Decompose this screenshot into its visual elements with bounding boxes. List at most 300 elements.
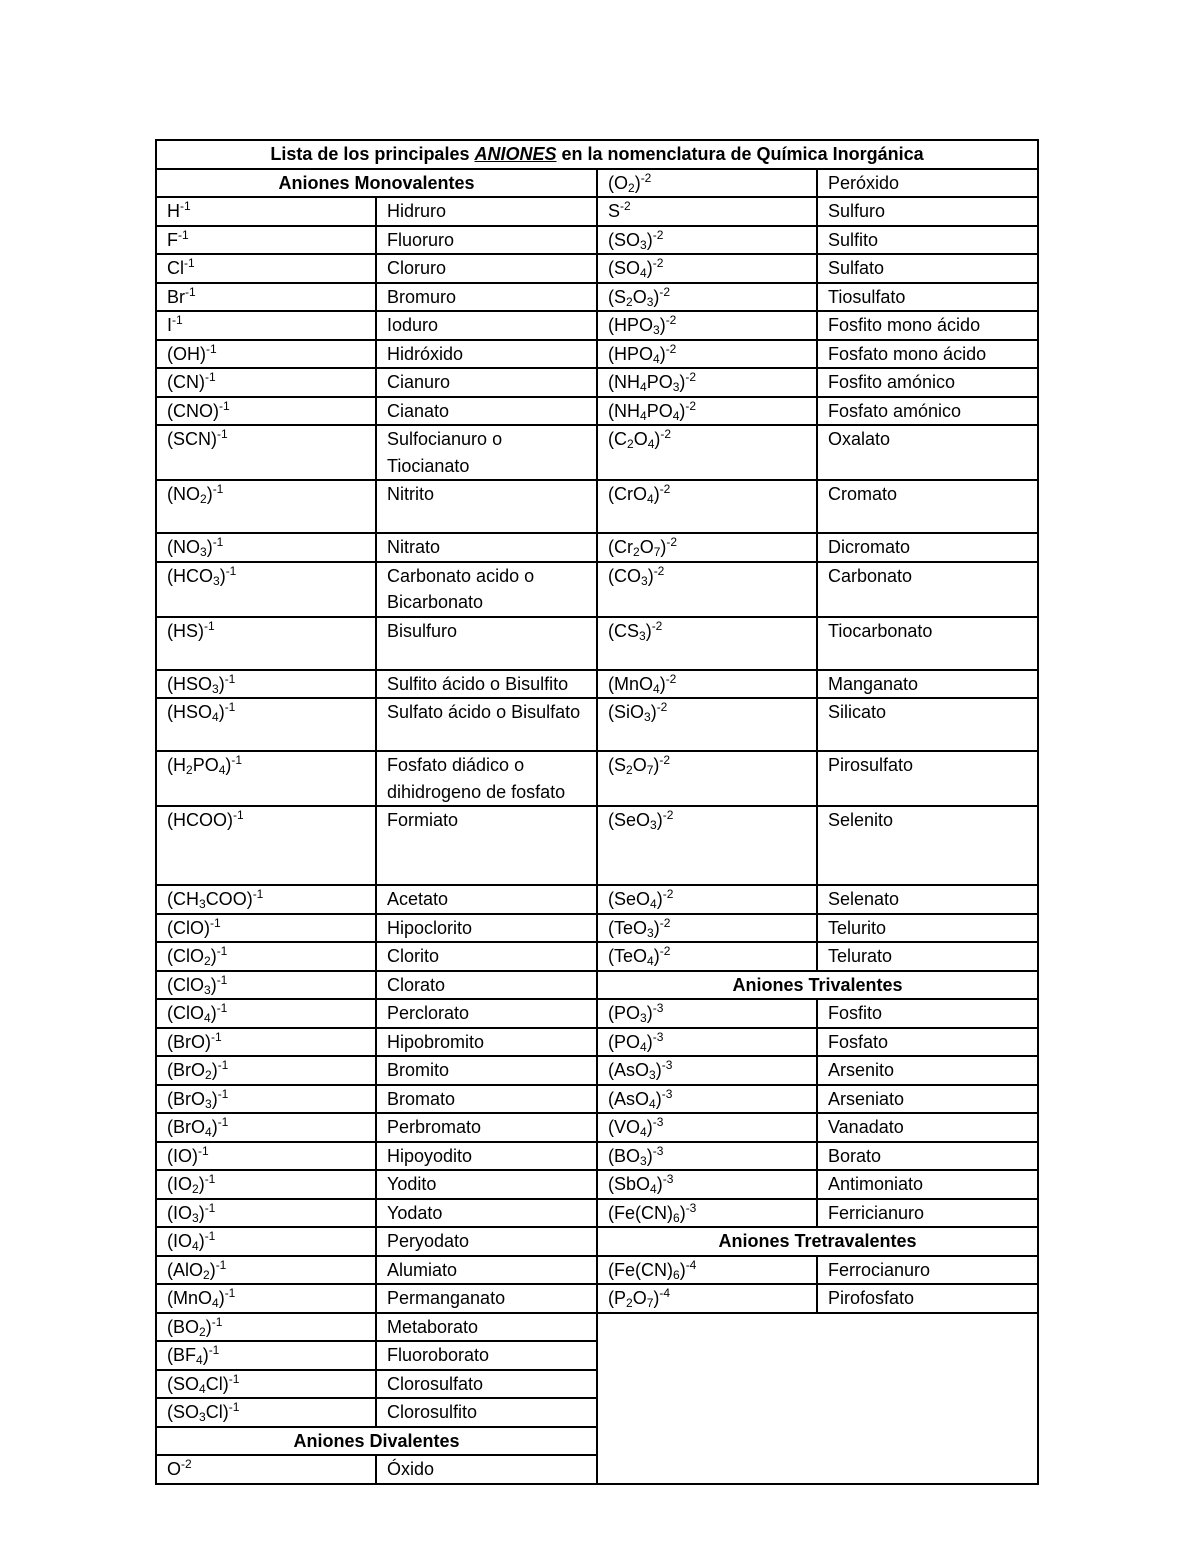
formula-text: ) xyxy=(646,1003,653,1023)
formula-subscript: 2 xyxy=(205,1068,212,1082)
formula-text: ) xyxy=(656,810,663,830)
formula-text: ) xyxy=(659,673,666,694)
formula-text: (O xyxy=(608,172,628,193)
title-text-end: en la nomenclatura de Química Inorgánica xyxy=(556,144,924,164)
table-row xyxy=(156,340,1038,369)
anion-name: Sulfocianuro o Tiocianato xyxy=(376,425,597,480)
formula-text: S xyxy=(608,201,621,221)
anion-formula xyxy=(597,999,817,1028)
formula-text: O xyxy=(167,1459,182,1479)
formula-text: ) xyxy=(210,974,217,995)
anion-name: Fosfito xyxy=(817,999,1038,1028)
formula-charge: -1 xyxy=(233,808,244,822)
formula-text: F xyxy=(167,229,178,250)
formula-text: ) xyxy=(225,755,232,775)
table-row xyxy=(156,942,1038,971)
formula-subscript: 4 xyxy=(640,1125,647,1139)
formula-text: (PO xyxy=(608,1003,641,1023)
anion-name: Fluoroborato xyxy=(376,1341,597,1370)
formula-text: (SeO xyxy=(608,810,651,830)
formula-subscript: 6 xyxy=(673,1267,680,1282)
formula-subscript: 3 xyxy=(640,1153,647,1168)
anion-name: Ferrocianuro xyxy=(817,1256,1038,1285)
table-row xyxy=(156,197,1038,226)
anion-name: Selenato xyxy=(817,885,1038,914)
empty-area xyxy=(597,1313,1038,1484)
formula-charge: -1 xyxy=(216,1001,228,1015)
formula-text: (MnO xyxy=(167,1288,212,1308)
anion-formula xyxy=(597,751,817,806)
formula-text: (Cr xyxy=(608,537,633,557)
formula-text: ) xyxy=(679,1202,686,1223)
formula-subscript: 4 xyxy=(672,408,680,423)
formula-text: (CN) xyxy=(167,372,205,392)
formula-charge: -2 xyxy=(181,1457,192,1471)
formula-text: (SO xyxy=(167,1402,200,1422)
formula-text: (PO xyxy=(608,1031,641,1052)
formula-charge: -2 xyxy=(662,808,674,822)
formula-subscript: 4 xyxy=(204,1011,211,1025)
formula-subscript: 7 xyxy=(653,545,661,559)
anion-formula xyxy=(597,1170,817,1199)
anion-name: Sulfato xyxy=(817,254,1038,283)
formula-text: (SbO xyxy=(608,1174,651,1194)
anion-formula xyxy=(597,1085,817,1114)
formula-text: Cl) xyxy=(205,1402,229,1422)
formula-subscript: 4 xyxy=(650,897,657,911)
anion-formula xyxy=(156,1370,376,1399)
table-row xyxy=(156,1056,1038,1085)
formula-text: ) xyxy=(656,889,663,909)
formula-charge: -2 xyxy=(666,535,678,549)
anion-formula xyxy=(597,562,817,617)
formula-subscript: 2 xyxy=(627,437,634,451)
anion-formula xyxy=(156,425,376,480)
anion-formula xyxy=(156,751,376,806)
anion-formula xyxy=(156,226,376,255)
formula-text: (BrO) xyxy=(167,1031,211,1052)
formula-subscript: 4 xyxy=(212,710,219,724)
anion-formula xyxy=(156,971,376,1000)
anion-name: Ferricianuro xyxy=(817,1199,1038,1228)
formula-charge: -1 xyxy=(204,1200,216,1215)
anion-formula xyxy=(156,698,376,751)
formula-text: ) xyxy=(654,429,661,449)
formula-text: ) xyxy=(653,286,660,307)
table-row xyxy=(156,1142,1038,1171)
section-header-tetravalent: Aniones Tretravalentes xyxy=(597,1227,1038,1256)
formula-text: (P xyxy=(608,1288,626,1308)
anion-name: Cianuro xyxy=(376,368,597,397)
formula-text: Cl xyxy=(167,258,184,278)
anion-name: Selenito xyxy=(817,806,1038,885)
anion-name: Fosfato mono ácido xyxy=(817,340,1038,369)
formula-charge: -2 xyxy=(652,256,664,270)
anion-formula xyxy=(156,1199,376,1228)
formula-text: (Fe(CN) xyxy=(608,1259,673,1280)
formula-charge: -4 xyxy=(685,1257,697,1272)
anion-name: Yodato xyxy=(376,1199,597,1228)
formula-charge: -1 xyxy=(216,972,228,987)
formula-subscript: 7 xyxy=(646,1296,654,1310)
formula-subscript: 3 xyxy=(646,294,654,309)
formula-subscript: 4 xyxy=(212,1296,219,1310)
formula-subscript: 7 xyxy=(646,763,654,777)
formula-text: ) xyxy=(211,1060,218,1080)
formula-charge: -1 xyxy=(204,1229,216,1243)
formula-charge: -3 xyxy=(652,1143,664,1158)
anion-name: Vanadato xyxy=(817,1113,1038,1142)
formula-text: (BrO xyxy=(167,1117,205,1137)
formula-text: O xyxy=(633,429,648,449)
anion-name: Fosfito amónico xyxy=(817,368,1038,397)
formula-text: ) xyxy=(653,755,660,775)
formula-subscript: 4 xyxy=(640,380,647,394)
formula-text: ) xyxy=(653,917,660,938)
formula-charge: -1 xyxy=(172,313,183,327)
formula-text: ) xyxy=(218,702,225,722)
section-header-monovalent: Aniones Monovalentes xyxy=(156,169,597,198)
anion-formula xyxy=(597,311,817,340)
table-row xyxy=(156,254,1038,283)
anion-name: Alumiato xyxy=(376,1256,597,1285)
formula-text: Br xyxy=(167,286,185,307)
formula-text: (CNO) xyxy=(167,400,219,421)
formula-subscript: 4 xyxy=(192,1239,199,1253)
formula-charge: -2 xyxy=(620,199,631,213)
formula-charge: -2 xyxy=(685,398,697,413)
formula-text: ) xyxy=(646,229,653,250)
table-row xyxy=(156,806,1038,885)
formula-text: ) xyxy=(653,484,660,504)
formula-subscript: 3 xyxy=(204,982,211,997)
anion-name: Bromuro xyxy=(376,283,597,312)
anion-formula xyxy=(156,254,376,283)
formula-text: (NO xyxy=(167,484,200,504)
table-row xyxy=(156,169,1038,198)
table-row xyxy=(156,1313,1038,1342)
anion-formula xyxy=(597,670,817,699)
formula-text: ) xyxy=(655,1060,662,1080)
formula-text: (S xyxy=(608,286,626,307)
formula-charge: -1 xyxy=(211,1029,222,1044)
formula-text: (NO xyxy=(167,537,200,557)
anion-formula xyxy=(156,1170,376,1199)
anion-name: Oxalato xyxy=(817,425,1038,480)
formula-charge: -1 xyxy=(217,427,228,441)
anion-formula xyxy=(597,698,817,751)
anion-formula xyxy=(156,1455,376,1484)
formula-text: ) xyxy=(656,1174,663,1194)
anion-formula xyxy=(156,368,376,397)
formula-charge: -1 xyxy=(212,482,224,496)
formula-text: ) xyxy=(679,1259,686,1280)
anion-formula xyxy=(156,914,376,943)
formula-text: ) xyxy=(659,343,666,364)
anion-name: Peróxido xyxy=(817,169,1038,198)
formula-charge: -3 xyxy=(652,1115,664,1129)
formula-text: (SeO xyxy=(608,889,651,909)
table-row xyxy=(156,425,1038,480)
formula-subscript: 3 xyxy=(212,681,219,696)
anion-name: Peryodato xyxy=(376,1227,597,1256)
formula-charge: -2 xyxy=(659,482,671,496)
formula-text: (AsO xyxy=(608,1060,650,1080)
formula-subscript: 4 xyxy=(653,681,660,696)
formula-subscript: 3 xyxy=(199,897,206,911)
anion-formula xyxy=(597,397,817,426)
formula-charge: -2 xyxy=(665,341,677,356)
formula-subscript: 3 xyxy=(649,1068,656,1082)
formula-charge: -1 xyxy=(219,398,230,413)
anion-formula xyxy=(156,283,376,312)
formula-text: ) xyxy=(211,1088,218,1109)
formula-text: ) xyxy=(646,1117,653,1137)
formula-subscript: 2 xyxy=(204,954,211,968)
anion-formula xyxy=(156,197,376,226)
formula-text: (SCN) xyxy=(167,429,217,449)
anion-formula xyxy=(597,1028,817,1057)
anion-name: Clorito xyxy=(376,942,597,971)
anion-name: Pirofosfato xyxy=(817,1284,1038,1313)
formula-text: PO xyxy=(192,755,219,775)
table-row xyxy=(156,1199,1038,1228)
formula-text: (VO xyxy=(608,1117,641,1137)
formula-text: (SiO xyxy=(608,702,644,722)
formula-charge: -2 xyxy=(652,227,664,242)
anion-name: Arseniato xyxy=(817,1085,1038,1114)
anion-name: Metaborato xyxy=(376,1313,597,1342)
table-row xyxy=(156,1113,1038,1142)
formula-charge: -1 xyxy=(198,1143,209,1158)
table-row xyxy=(156,1170,1038,1199)
anion-name: Clorosulfito xyxy=(376,1398,597,1427)
formula-charge: -2 xyxy=(665,313,677,327)
table-row xyxy=(156,885,1038,914)
anion-name: Cianato xyxy=(376,397,597,426)
formula-text: (SO xyxy=(167,1373,200,1394)
formula-text: ) xyxy=(210,946,217,966)
formula-charge: -1 xyxy=(217,1086,229,1101)
formula-text: ) xyxy=(647,565,654,586)
formula-subscript: 2 xyxy=(192,1182,199,1196)
formula-text: ) xyxy=(660,537,667,557)
formula-charge: -2 xyxy=(656,700,668,714)
formula-charge: -1 xyxy=(212,535,224,549)
anion-name: Tiosulfato xyxy=(817,283,1038,312)
formula-text: ) xyxy=(210,1003,217,1023)
formula-subscript: 2 xyxy=(626,1296,633,1310)
formula-charge: -3 xyxy=(661,1086,673,1101)
anion-name: Fosfito mono ácido xyxy=(817,311,1038,340)
anion-formula xyxy=(156,311,376,340)
formula-charge: -3 xyxy=(652,1029,664,1044)
anion-formula xyxy=(156,617,376,670)
anion-formula xyxy=(156,999,376,1028)
anion-name: Hidruro xyxy=(376,197,597,226)
formula-text: ) xyxy=(198,1174,205,1194)
formula-text: (HPO xyxy=(608,315,653,335)
formula-text: (BO xyxy=(608,1145,641,1166)
formula-charge: -1 xyxy=(252,887,264,901)
formula-text: ) xyxy=(679,372,686,392)
anion-name: Sulfato ácido o Bisulfato xyxy=(376,698,597,751)
anion-formula xyxy=(156,562,376,617)
table-row xyxy=(156,670,1038,699)
formula-text: (HPO xyxy=(608,343,653,364)
formula-text: ) xyxy=(198,1202,205,1223)
formula-subscript: 3 xyxy=(653,323,660,337)
anion-formula xyxy=(156,806,376,885)
anion-formula xyxy=(156,1398,376,1427)
formula-text: ) xyxy=(679,400,686,421)
anion-name: Nitrito xyxy=(376,480,597,533)
formula-charge: -3 xyxy=(652,1001,664,1015)
formula-subscript: 4 xyxy=(649,1096,656,1111)
anion-name: Permanganato xyxy=(376,1284,597,1313)
formula-text: (NH xyxy=(608,372,640,392)
formula-charge: -1 xyxy=(204,1172,216,1186)
formula-text: ) xyxy=(634,172,641,193)
formula-charge: -1 xyxy=(204,618,215,633)
anion-formula xyxy=(156,340,376,369)
anion-formula xyxy=(156,942,376,971)
anion-name: Silicato xyxy=(817,698,1038,751)
formula-charge: -1 xyxy=(210,915,221,930)
formula-text: ) xyxy=(219,565,226,586)
anion-formula xyxy=(597,480,817,533)
anion-name: Sulfito ácido o Bisulfito xyxy=(376,670,597,699)
formula-text: (IO) xyxy=(167,1145,198,1166)
formula-text: (OH) xyxy=(167,343,206,364)
formula-subscript: 3 xyxy=(640,1011,647,1025)
formula-subscript: 3 xyxy=(644,710,651,724)
formula-text: (BrO xyxy=(167,1088,205,1109)
table-row xyxy=(156,368,1038,397)
formula-subscript: 2 xyxy=(626,294,633,309)
formula-subscript: 6 xyxy=(673,1210,680,1225)
formula-text: (ClO xyxy=(167,946,204,966)
formula-text: ) xyxy=(218,1288,225,1308)
anion-formula xyxy=(156,1056,376,1085)
title-text-start: Lista de los principales xyxy=(270,144,475,164)
formula-subscript: 4 xyxy=(205,1125,212,1139)
anion-formula xyxy=(156,885,376,914)
formula-subscript: 4 xyxy=(647,492,654,506)
formula-subscript: 2 xyxy=(628,180,635,195)
formula-text: (HCOO) xyxy=(167,810,233,830)
formula-subscript: 3 xyxy=(641,573,648,588)
section-header-trivalent: Aniones Trivalentes xyxy=(597,971,1038,1000)
formula-text: ) xyxy=(646,1031,653,1052)
anion-formula xyxy=(597,617,817,670)
formula-subscript: 4 xyxy=(653,351,660,366)
formula-text: (CH xyxy=(167,889,199,909)
anion-name: Bisulfuro xyxy=(376,617,597,670)
anion-name: Óxido xyxy=(376,1455,597,1484)
formula-subscript: 2 xyxy=(203,1267,210,1282)
anion-formula xyxy=(597,340,817,369)
formula-charge: -1 xyxy=(178,227,189,242)
anion-formula xyxy=(597,1113,817,1142)
formula-text: ) xyxy=(206,484,213,504)
anion-formula xyxy=(597,283,817,312)
formula-charge: -2 xyxy=(659,944,671,958)
formula-charge: -1 xyxy=(185,284,196,299)
formula-text: (TeO xyxy=(608,917,648,938)
formula-text: (ClO) xyxy=(167,917,210,938)
anion-formula xyxy=(156,480,376,533)
table-row xyxy=(156,1028,1038,1057)
formula-text: (ClO xyxy=(167,974,204,995)
anion-formula xyxy=(597,226,817,255)
anion-name: Manganato xyxy=(817,670,1038,699)
formula-text: (AlO xyxy=(167,1259,203,1280)
anion-name: Clorato xyxy=(376,971,597,1000)
anion-name: Dicromato xyxy=(817,533,1038,562)
formula-text: (MnO xyxy=(608,673,653,694)
table-row xyxy=(156,1227,1038,1256)
anion-formula xyxy=(156,1284,376,1313)
anion-formula xyxy=(597,254,817,283)
formula-text: O xyxy=(632,1288,647,1308)
formula-text: (BrO xyxy=(167,1060,205,1080)
formula-text: ) xyxy=(198,1231,205,1251)
formula-text: O xyxy=(632,286,647,307)
formula-text: ) xyxy=(653,1288,660,1308)
anion-name: Hidróxido xyxy=(376,340,597,369)
formula-subscript: 3 xyxy=(650,818,657,832)
formula-text: ) xyxy=(645,620,652,641)
formula-subscript: 4 xyxy=(647,954,654,968)
anion-name: Perclorato xyxy=(376,999,597,1028)
formula-text: ) xyxy=(653,946,660,966)
table-row xyxy=(156,397,1038,426)
formula-charge: -1 xyxy=(206,341,217,356)
formula-text: PO xyxy=(646,400,673,421)
formula-text: (HSO xyxy=(167,702,212,722)
formula-text: (CO xyxy=(608,565,641,586)
table-row xyxy=(156,999,1038,1028)
formula-subscript: 4 xyxy=(640,408,647,423)
formula-charge: -1 xyxy=(211,1314,223,1329)
anion-formula xyxy=(597,368,817,397)
anions-table-body xyxy=(156,140,1038,1484)
anion-formula xyxy=(156,1341,376,1370)
formula-text: (SO xyxy=(608,229,641,250)
table-row xyxy=(156,533,1038,562)
formula-text: (BO xyxy=(167,1316,200,1337)
formula-text: Cl) xyxy=(205,1373,229,1394)
table-row xyxy=(156,698,1038,751)
formula-subscript: 3 xyxy=(213,573,220,588)
formula-text: ) xyxy=(209,1259,216,1280)
anion-formula xyxy=(597,885,817,914)
formula-charge: -2 xyxy=(659,284,671,299)
anion-formula xyxy=(156,1227,376,1256)
anion-name: Cloruro xyxy=(376,254,597,283)
formula-charge: -1 xyxy=(180,199,191,213)
table-row xyxy=(156,1256,1038,1285)
table-row xyxy=(156,1284,1038,1313)
formula-text: ) xyxy=(206,537,213,557)
anion-formula xyxy=(156,1313,376,1342)
formula-charge: -2 xyxy=(660,427,672,441)
formula-subscript: 2 xyxy=(200,492,207,506)
formula-text: (C xyxy=(608,429,627,449)
anion-name: Hipoyodito xyxy=(376,1142,597,1171)
anion-formula xyxy=(156,1256,376,1285)
